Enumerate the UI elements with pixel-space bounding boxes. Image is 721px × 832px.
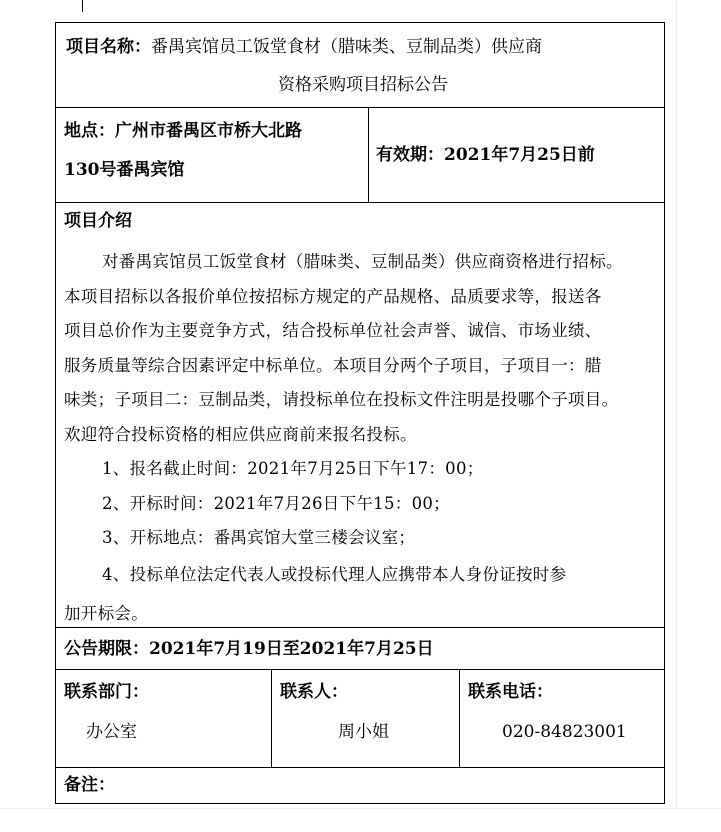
page-edge-right bbox=[676, 0, 677, 808]
validity bbox=[376, 145, 595, 165]
location-label: 地点： bbox=[64, 121, 115, 141]
col-divider bbox=[459, 669, 460, 767]
row-divider bbox=[56, 669, 664, 670]
contact-dept-label: 联系部门： bbox=[64, 682, 149, 702]
intro-item: 3、开标地点：番禺宾馆大堂三楼会议室； bbox=[102, 528, 416, 547]
page-edge-bottom bbox=[0, 808, 721, 809]
row-divider bbox=[56, 627, 664, 628]
intro-line: 本项目招标以各报价单位按招标方规定的产品规格、品质要求等，报送各 bbox=[64, 286, 602, 306]
intro-line: 服务质量等综合因素评定中标单位。本项目分两个子项目，子项目一：腊 bbox=[64, 355, 602, 375]
period bbox=[64, 639, 434, 659]
notice-table bbox=[55, 22, 665, 804]
intro-line: 欢迎符合投标资格的相应供应商前来报名投标。 bbox=[64, 424, 417, 444]
row-divider bbox=[56, 767, 664, 768]
intro-item-cont: 加开标会。 bbox=[64, 603, 148, 623]
intro-item: 4、投标单位法定代表人或投标代理人应携带本人身份证按时参 bbox=[102, 564, 567, 584]
ruler-mark bbox=[82, 0, 83, 12]
col-divider bbox=[368, 107, 369, 202]
contact-dept-value: 办公室 bbox=[86, 722, 137, 742]
intro-item: 2、开标时间：2021年7月26日下午15：00； bbox=[102, 493, 450, 513]
contact-person-value: 周小姐 bbox=[338, 722, 389, 742]
col-divider bbox=[271, 669, 272, 767]
intro-line: 对番禺宾馆员工饭堂食材（腊味类、豆制品类）供应商资格进行招标。 bbox=[102, 252, 623, 271]
contact-person-label: 联系人： bbox=[280, 682, 348, 702]
intro-line: 项目总价作为主要竞争方式，结合投标单位社会声誉、诚信、市场业绩、 bbox=[64, 321, 602, 340]
validity-value: 2021年7月25日前 bbox=[444, 145, 595, 165]
location-text: 广州市番禺区市桥大北路 bbox=[115, 121, 302, 141]
project-name-label: 项目名称： bbox=[66, 37, 151, 57]
contact-phone-label: 联系电话： bbox=[468, 682, 553, 702]
project-name-line1 bbox=[66, 37, 542, 57]
validity-label: 有效期： bbox=[376, 145, 444, 165]
contact-phone-value: 020-84823001 bbox=[502, 722, 627, 742]
intro-title: 项目介绍 bbox=[64, 211, 132, 231]
intro-line: 味类；子项目二：豆制品类，请投标单位在投标文件注明是投哪个子项目。 bbox=[64, 390, 619, 409]
location-line1 bbox=[64, 121, 302, 141]
row-divider bbox=[56, 107, 664, 108]
remarks-label: 备注： bbox=[64, 775, 115, 795]
project-name-line2: 资格采购项目招标公告 bbox=[278, 75, 448, 95]
project-name-text: 番禺宾馆员工饭堂食材（腊味类、豆制品类）供应商 bbox=[151, 37, 542, 57]
row-divider bbox=[56, 202, 664, 203]
intro-item: 1、报名截止时间：2021年7月25日下午17：00； bbox=[102, 459, 484, 478]
location-line2: 130号番禺宾馆 bbox=[64, 160, 185, 180]
period-label: 公告期限： bbox=[64, 639, 149, 659]
intro-body bbox=[64, 245, 660, 634]
period-value: 2021年7月19日至2021年7月25日 bbox=[149, 639, 434, 659]
